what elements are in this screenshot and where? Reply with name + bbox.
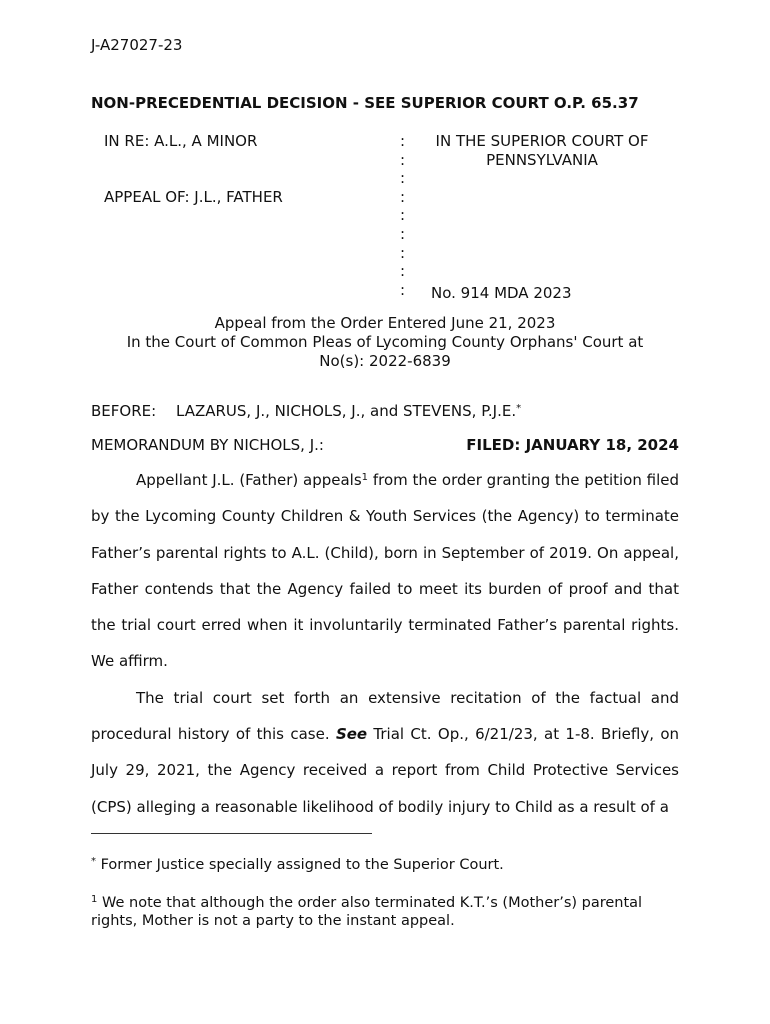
paragraph-1 [91,462,679,680]
docket-number: No. 914 MDA 2023 [431,284,572,302]
paragraph-2-text-a: The trial court set forth an extensive recitation of the factual and procedural history of this case. [91,688,679,744]
caption-colon: : [400,262,406,281]
footnote-1-text: We note that although the order also terminated K.T.’s (Mother’s) parental rights, Mother is not a party to the instant appeal. [91,895,643,929]
caption-colon-divider [400,132,410,299]
footnote-1-reference: 1 [361,472,369,483]
appeal-from-line: Appeal from the Order Entered June 21, 2023 [214,314,556,332]
footnote-star [91,856,504,874]
caption-colon: : [400,243,406,262]
paragraph-1-text-a: Appellant J.L. (Father) appeals [136,471,362,489]
footnote-divider [91,833,372,834]
paragraph-1-text-b: from the order granting the petition filed by the Lycoming County Children & Youth Services (the Agency) to terminate Father’s parental rights to A.L. (Child), born in September of 2019. On appeal, Father contends that the Agency failed to meet its burden of proof and that the trial court erred when it involuntarily terminated Father’s parental rights. We affirm. [91,471,679,671]
caption-appellant: APPEAL OF: J.L., FATHER [104,188,283,206]
court-name-line1: IN THE SUPERIOR COURT OF [435,132,649,150]
panel-judges [176,402,521,420]
panel-label: BEFORE: [91,402,157,420]
caption-colon: : [400,132,406,150]
caption-minor: IN RE: A.L., A MINOR [104,132,258,150]
caption-colon: : [400,280,406,299]
panel-judges-text: LAZARUS, J., NICHOLS, J., and STEVENS, P.J.E. [176,402,517,420]
footnote-star-text: Former Justice specially assigned to the Superior Court. [100,857,504,873]
court-of-common-pleas-line: In the Court of Common Pleas of Lycoming County Orphans' Court at [126,333,644,351]
caption-colon: : [400,169,406,188]
paragraph-2 [91,680,679,825]
footnote-star-mark: * [91,856,96,867]
memorandum-body [91,462,679,825]
panel-footnote-mark: * [516,403,522,414]
filed-date: FILED: JANUARY 18, 2024 [466,436,679,454]
court-name-line2: PENNSYLVANIA [486,151,598,169]
footnote-1 [91,894,679,930]
caption-colon: : [400,206,406,225]
non-precedential-banner: NON-PRECEDENTIAL DECISION - SEE SUPERIOR COURT O.P. 65.37 [91,94,639,112]
caption-colon: : [400,150,406,169]
memorandum-author: MEMORANDUM BY NICHOLS, J.: [91,436,324,454]
caption-colon: : [400,224,406,243]
footnote-1-mark: 1 [91,894,98,905]
see-signal: See [335,725,368,744]
paragraph-2-text-b: Trial Ct. Op., 6/21/23, at 1-8. Briefly, on July 29, 2021, the Agency received a report from Child Protective Services (CPS) alleging a reasonable likelihood of bodily injury to Child as a result of a [91,725,679,816]
lower-court-docket-line: No(s): 2022-6839 [319,352,451,370]
caption-colon: : [400,187,406,206]
docket-code: J-A27027-23 [91,36,183,54]
